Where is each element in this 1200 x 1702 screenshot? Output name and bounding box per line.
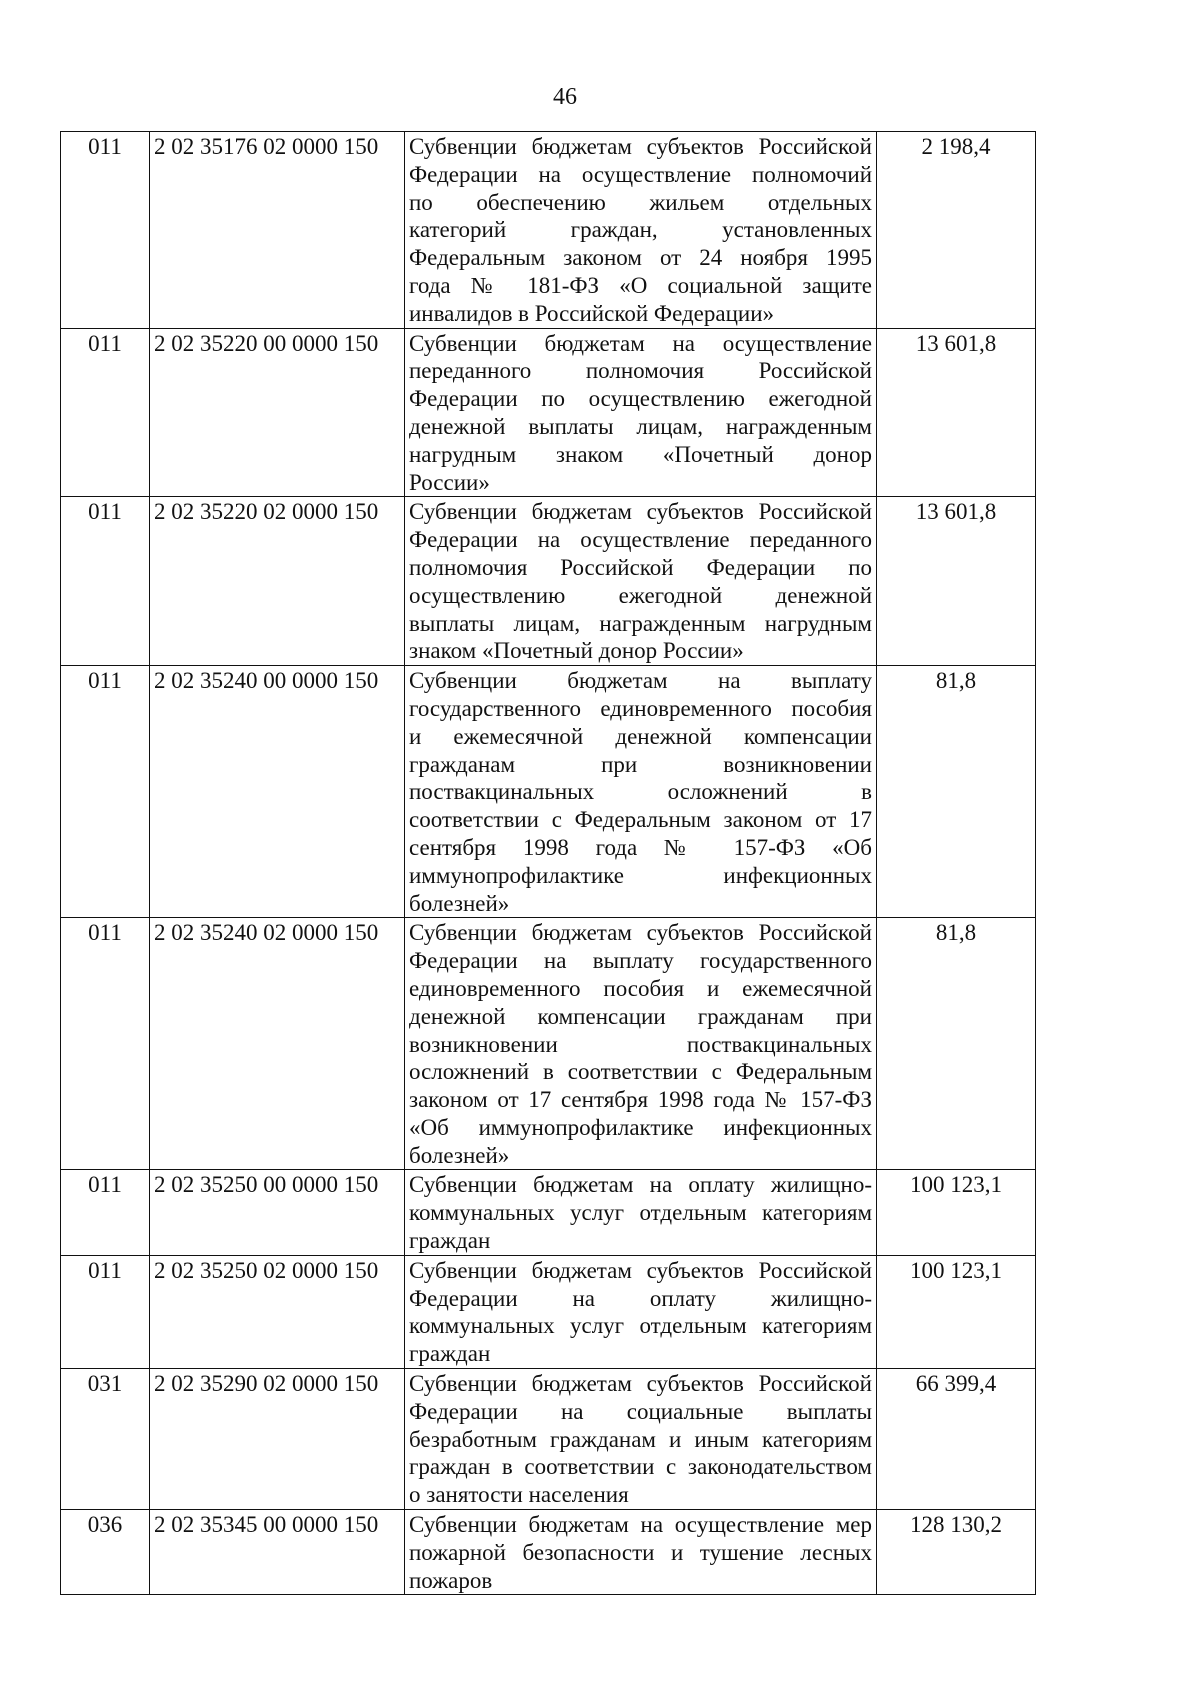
description-line: Федерации на оплату жилищно- <box>409 1285 872 1311</box>
description-line: единовременного пособия и ежемесячной <box>409 975 872 1001</box>
page-number: 46 <box>553 84 577 110</box>
admin-code-cell: 011 <box>61 918 150 1170</box>
admin-code-cell: 011 <box>61 328 150 497</box>
description-cell <box>405 1369 877 1510</box>
description-line: Субвенции бюджетам субъектов Российской <box>409 920 872 946</box>
budget-code-cell: 2 02 35220 02 0000 150 <box>150 497 405 666</box>
amount-cell: 2 198,4 <box>877 132 1036 329</box>
amount-cell: 13 601,8 <box>877 328 1036 497</box>
description-line: болезней» <box>409 890 510 916</box>
budget-code-cell: 2 02 35176 02 0000 150 <box>150 132 405 329</box>
amount-cell: 81,8 <box>877 666 1036 918</box>
admin-code-cell: 011 <box>61 666 150 918</box>
description-line: Субвенции бюджетам на оплату жилищно- <box>409 1172 872 1198</box>
description-cell <box>405 918 877 1170</box>
description-line: соответствии с Федеральным законом от 17 <box>409 807 872 833</box>
budget-code-cell: 2 02 35345 00 0000 150 <box>150 1510 405 1595</box>
description-cell <box>405 1510 877 1595</box>
description-line: осуществлению ежегодной денежной <box>409 582 872 608</box>
admin-code-cell: 031 <box>61 1369 150 1510</box>
description-line: граждан <box>409 1228 491 1254</box>
table-row <box>61 1255 1036 1368</box>
description-line: государственного единовременного пособия <box>409 695 872 721</box>
budget-code-cell: 2 02 35250 02 0000 150 <box>150 1255 405 1368</box>
description-line: инвалидов в Российской Федерации» <box>409 300 775 326</box>
budget-table <box>60 131 1036 1595</box>
description-line: пожаров <box>409 1567 493 1593</box>
budget-code-cell: 2 02 35290 02 0000 150 <box>150 1369 405 1510</box>
description-line: болезней» <box>409 1142 510 1168</box>
description-line: Субвенции бюджетам на выплату <box>409 668 872 694</box>
amount-cell: 13 601,8 <box>877 497 1036 666</box>
table-row <box>61 666 1036 918</box>
description-line: осложнений в соответствии с Федеральным <box>409 1059 872 1085</box>
description-line: Субвенции бюджетам субъектов Российской <box>409 1371 872 1397</box>
description-line: денежной выплаты лицам, награжденным <box>409 413 872 439</box>
table-row <box>61 1369 1036 1510</box>
description-line: Федерации на осуществление полномочий <box>409 161 872 187</box>
description-line: года № 181-ФЗ «О социальной защите <box>409 272 872 298</box>
description-line: по обеспечению жильем отдельных <box>409 189 872 215</box>
description-line: граждан в соответствии с законодательством <box>409 1454 872 1480</box>
description-line: Федерации по осуществлению ежегодной <box>409 386 872 412</box>
description-line: пожарной безопасности и тушение лесных <box>409 1539 872 1565</box>
description-line: коммунальных услуг отдельным категориям <box>409 1200 872 1226</box>
description-line: Федерации на осуществление переданного <box>409 527 872 553</box>
description-line: Субвенции бюджетам на осуществление мер <box>409 1512 872 1538</box>
amount-cell: 100 123,1 <box>877 1255 1036 1368</box>
table-row <box>61 918 1036 1170</box>
description-line: Федерации на социальные выплаты <box>409 1398 872 1424</box>
description-line: возникновении поствакцинальных <box>409 1031 872 1057</box>
description-line: денежной компенсации гражданам при <box>409 1003 872 1029</box>
admin-code-cell: 011 <box>61 132 150 329</box>
budget-code-cell: 2 02 35240 00 0000 150 <box>150 666 405 918</box>
description-line: категорий граждан, установленных <box>409 217 872 243</box>
budget-code-cell: 2 02 35220 00 0000 150 <box>150 328 405 497</box>
amount-cell: 66 399,4 <box>877 1369 1036 1510</box>
description-line: Субвенции бюджетам субъектов Российской <box>409 134 872 159</box>
description-cell <box>405 497 877 666</box>
description-line: России» <box>409 469 490 495</box>
description-line: сентября 1998 года № 157-ФЗ «Об <box>409 834 872 860</box>
description-line: нагрудным знаком «Почетный донор <box>409 441 872 467</box>
description-line: переданного полномочия Российской <box>409 358 872 384</box>
description-cell <box>405 666 877 918</box>
description-cell <box>405 132 877 329</box>
description-line: граждан <box>409 1341 491 1367</box>
description-cell <box>405 1255 877 1368</box>
budget-code-cell: 2 02 35240 02 0000 150 <box>150 918 405 1170</box>
description-line: «Об иммунопрофилактике инфекционных <box>409 1114 872 1140</box>
description-cell <box>405 1170 877 1255</box>
description-line: поствакцинальных осложнений в <box>409 779 872 805</box>
table-row <box>61 1510 1036 1595</box>
description-line: полномочия Российской Федерации по <box>409 554 872 580</box>
description-line: о занятости населения <box>409 1482 629 1508</box>
description-line: Субвенции бюджетам субъектов Российской <box>409 1257 872 1283</box>
admin-code-cell: 011 <box>61 497 150 666</box>
admin-code-cell: 011 <box>61 1255 150 1368</box>
description-line: иммунопрофилактике инфекционных <box>409 862 872 888</box>
description-cell <box>405 328 877 497</box>
description-line: коммунальных услуг отдельным категориям <box>409 1313 872 1339</box>
description-line: Федеральным законом от 24 ноября 1995 <box>409 245 872 271</box>
table-row <box>61 132 1036 329</box>
amount-cell: 128 130,2 <box>877 1510 1036 1595</box>
description-line: выплаты лицам, награжденным нагрудным <box>409 610 872 636</box>
table-row <box>61 328 1036 497</box>
table-row <box>61 1170 1036 1255</box>
description-line: безработным гражданам и иным категориям <box>409 1426 872 1452</box>
amount-cell: 100 123,1 <box>877 1170 1036 1255</box>
amount-cell: 81,8 <box>877 918 1036 1170</box>
budget-table-body <box>61 132 1036 1595</box>
description-line: Субвенции бюджетам субъектов Российской <box>409 499 872 525</box>
admin-code-cell: 011 <box>61 1170 150 1255</box>
description-line: знаком «Почетный донор России» <box>409 638 744 664</box>
description-line: и ежемесячной денежной компенсации <box>409 723 872 749</box>
table-row <box>61 497 1036 666</box>
description-line: Субвенции бюджетам на осуществление <box>409 330 872 356</box>
admin-code-cell: 036 <box>61 1510 150 1595</box>
description-line: законом от 17 сентября 1998 года № 157-ФЗ <box>409 1087 872 1113</box>
description-line: гражданам при возникновении <box>409 751 872 777</box>
description-line: Федерации на выплату государственного <box>409 948 872 974</box>
budget-code-cell: 2 02 35250 00 0000 150 <box>150 1170 405 1255</box>
